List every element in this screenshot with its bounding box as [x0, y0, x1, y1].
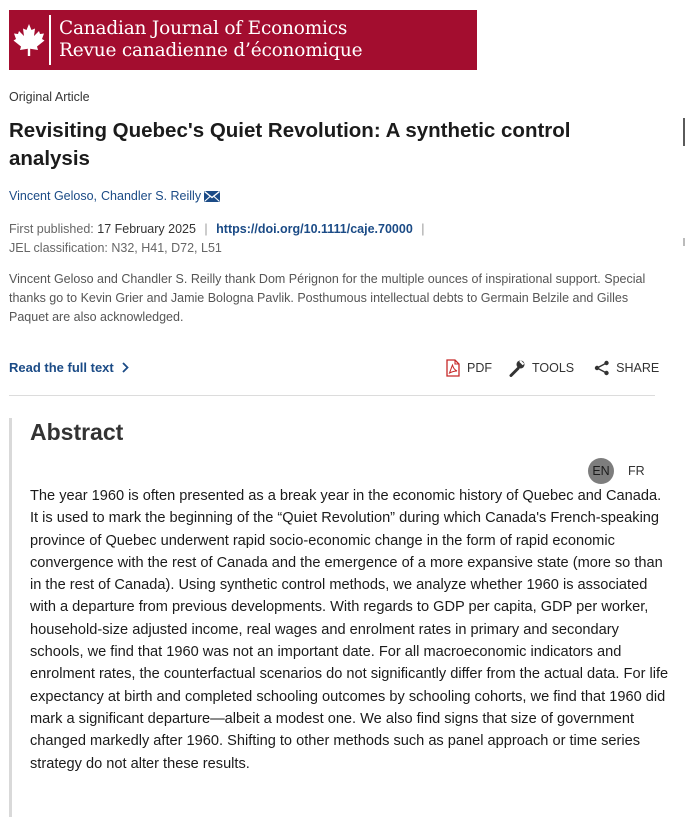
article-actions — [445, 359, 659, 377]
publication-meta — [9, 220, 430, 258]
page-title: Revisiting Quebec's Quiet Revolution: A synthetic control analysis — [9, 119, 571, 170]
wrench-icon — [508, 359, 526, 377]
author-separator: , — [93, 189, 98, 203]
share-button[interactable] — [594, 360, 659, 376]
read-full-text-link[interactable] — [9, 360, 129, 375]
meta-divider: | — [204, 222, 208, 236]
journal-title-en: Canadian Journal of Economics — [59, 18, 348, 39]
acknowledgement: Vincent Geloso and Chandler S. Reilly thank Dom Pérignon for the multiple ounces of inspirational support. Special thanks go to Kevin Grier and Jamie Bologna Pavlik. Posthumous intellectual debts to Germain Belzile and Gilles Paquet are also acknowledged. — [9, 272, 646, 324]
share-icon — [594, 360, 610, 376]
article-type: Original Article — [9, 90, 90, 104]
first-published-date: 17 February 2025 — [97, 222, 196, 236]
language-fr-button[interactable]: FR — [628, 464, 645, 478]
first-published-label: First published: — [9, 222, 94, 236]
pdf-label: PDF — [467, 361, 492, 375]
abstract-heading: Abstract — [30, 419, 124, 445]
author-link[interactable]: Vincent Geloso — [9, 189, 94, 203]
banner-divider — [49, 15, 51, 65]
pdf-button[interactable] — [445, 359, 492, 377]
tools-label: TOOLS — [532, 361, 575, 375]
jel-value: N32, H41, D72, L51 — [111, 241, 222, 255]
chevron-right-icon — [122, 362, 129, 373]
section-divider — [9, 395, 655, 396]
abstract-text: The year 1960 is often presented as a break year in the economic history of Quebec and Canada. It is used to mark the beginning of the “Quiet Revolution” during which Canada's French-speaking province of Quebec underwent rapid socio-economic change in the form of rapid economic convergence with the rest of Canada and the emergence of a more expansive state (more so than in the rest of Canada). Using synthetic control methods, we analyze whether 1960 is associated with a departure from previous developments. With regards to GDP per capita, GDP per worker, household-size adjusted income, real wages and enrolment rates in primary and secondary schools, we find that 1960 was not an important date. For all macroeconomic indicators and enrolment rates, the counterfactual scenarios do not significantly differ from the actual data. For life expectancy at birth and completed schooling outcomes by schooling cohorts, we find that 1960 did mark a significant departure—albeit a modest one. We also find signs that size of government changed markedly after 1960. Shifting to other methods such as panel approach or time series strategy do not alter these results. — [30, 488, 669, 772]
journal-banner[interactable] — [9, 10, 477, 70]
language-en-button[interactable]: EN — [588, 458, 614, 484]
pdf-icon — [445, 359, 461, 377]
tools-button[interactable] — [508, 359, 574, 377]
meta-divider: | — [421, 222, 425, 236]
journal-title-fr: Revue canadienne d’économique — [59, 40, 363, 61]
maple-leaf-icon — [11, 11, 47, 69]
author-list — [9, 189, 220, 203]
email-icon[interactable] — [204, 191, 220, 202]
journal-titles — [59, 18, 362, 62]
doi-link[interactable]: https://doi.org/10.1111/caje.70000 — [216, 222, 413, 236]
language-switcher — [588, 458, 645, 484]
author-link[interactable]: Chandler S. Reilly — [101, 189, 202, 203]
abstract-section — [9, 418, 669, 817]
jel-label: JEL classification: — [9, 241, 108, 255]
read-full-text-label: Read the full text — [9, 360, 114, 375]
share-label: SHARE — [616, 361, 660, 375]
